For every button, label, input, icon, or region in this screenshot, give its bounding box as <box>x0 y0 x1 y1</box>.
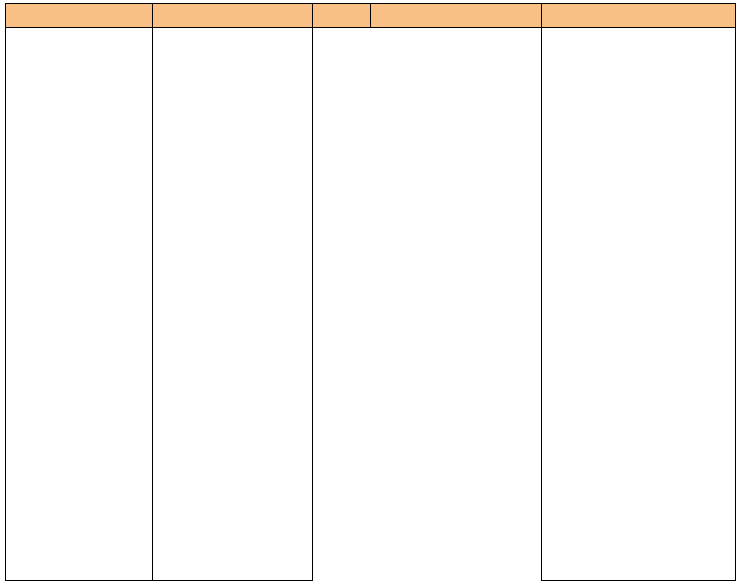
divider-achievement <box>152 28 153 581</box>
left-border <box>5 28 6 581</box>
header-reward <box>370 3 542 28</box>
reward-table <box>5 3 736 581</box>
bottom-border-right <box>541 580 736 581</box>
divider-content <box>312 28 313 581</box>
header-reward-total <box>541 3 736 28</box>
header-content <box>152 3 313 28</box>
header-achievement <box>5 3 153 28</box>
right-border <box>735 28 736 581</box>
bottom-border-left <box>5 580 313 581</box>
divider-reward <box>541 28 542 581</box>
header-clear-count <box>312 3 371 28</box>
